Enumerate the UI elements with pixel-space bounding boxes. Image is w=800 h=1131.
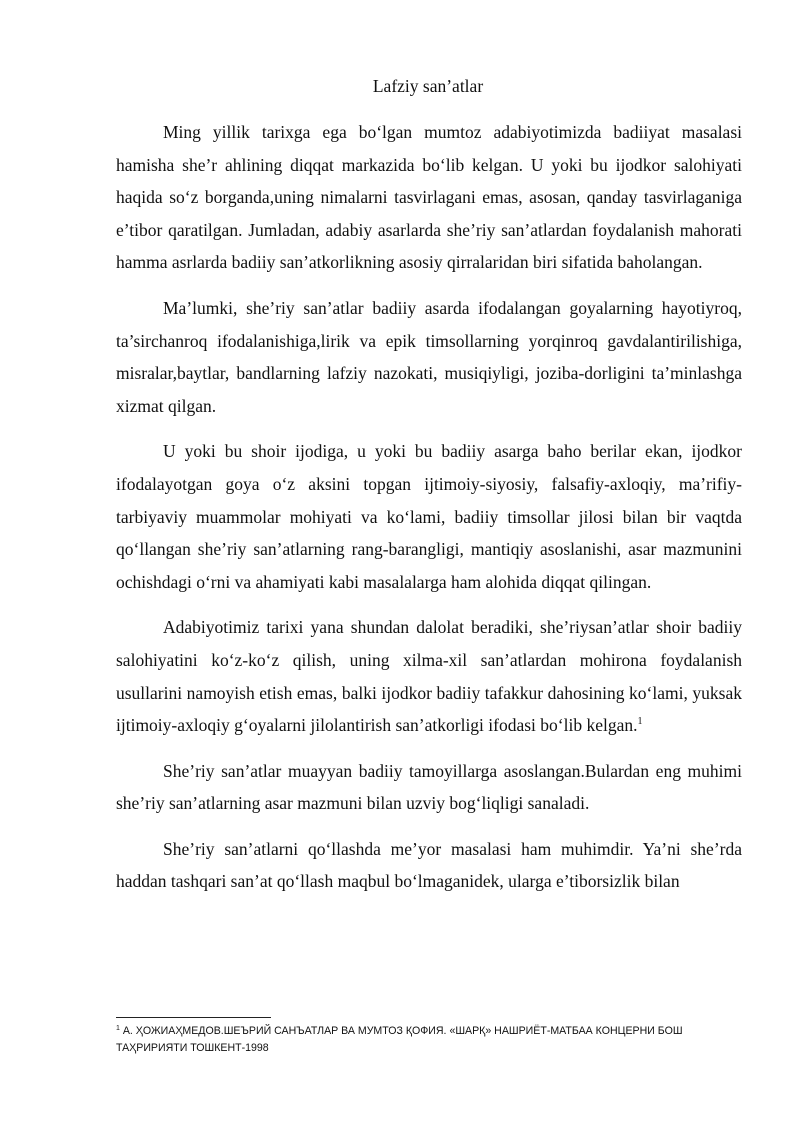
paragraph-4	[116, 611, 742, 741]
paragraph-2	[116, 292, 742, 422]
footnote-number: 1	[116, 1025, 120, 1032]
paragraph-text: U yoki bu shoir ijodiga, u yoki bu badiiy asarga baho berilar ekan, ijodkor ifodalayotgan goya o‘z aksini topgan ijtimoiy-siyosiy, falsafiy-axloqiy, ma’rifiy-tarbiyaviy muammolar mohiyati va ko‘lami, badiiy timsollar jilosi bilan bir vaqtda qo‘llangan she’riy san’atlarning rang-barangligi, mantiqiy asoslanishi, asar mazmunini ochishdagi o‘rni va ahamiyati kabi masalalarga ham alohida diqqat qilingan.	[116, 441, 742, 592]
page-title: Lafziy san’atlar	[372, 76, 484, 96]
paragraph-text: Adabiyotimiz tarixi yana shundan dalolat beradiki, she’riysan’atlar shoir badiiy salohiyatini ko‘z-ko‘z qilish, uning xilma-xil san’atlardan mohirona foydalanish usullarini namoyish etish emas, balki ijodkor badiiy tafakkur dahosining ko‘lami, yuksak ijtimoiy-axloqiy g‘oyalarni jilolantirish san’atkorligi ifodasi bo‘lib kelgan.	[116, 617, 742, 736]
paragraph-6	[116, 833, 742, 898]
paragraph-text: She’riy san’atlar muayyan badiiy tamoyillarga asoslangan.Bulardan eng muhimi she’riy san’atlarning asar mazmuni bilan uzviy bog‘liqligi sanaladi.	[116, 760, 742, 814]
footnote	[116, 1023, 756, 1057]
paragraph-text: Ming yillik tarixga ega bo‘lgan mumtoz adabiyotimizda badiiyat masalasi hamisha she’r ahlining diqqat markazida bo‘lib kelgan. U yoki bu ijodkor salohiyati haqida so‘z borganda,uning nimalarni tasvirlagani emas, asosan, qanday tasvirlaganiga e’tibor qaratilgan. Jumladan, adabiy asarlarda she’riy san’atlardan foydalanish mahorati hamma asrlarda badiiy san’atkorlikning asosiy qirralaridan biri sifatida baholangan.	[116, 122, 742, 273]
document-body	[116, 116, 742, 911]
paragraph-text: She’riy san’atlarni qo‘llashda me’yor masalasi ham muhimdir. Ya’ni she’rda haddan tashqari san’at qo‘llash maqbul bo‘lmaganidek, ularga e’tiborsizlik bilan	[116, 838, 742, 892]
footnote-text: А. ҲОЖИАҲМЕДОВ.ШЕЪРИЙ САНЪАТЛАР ВА МУМТОЗ ҚОФИЯ. «ШАРҚ» НАШРИЁТ-МАТБАА КОНЦЕРНИ БОШ ТАҲРИРИЯТИ ТОШКЕНТ-1998	[116, 1025, 683, 1054]
paragraph-text: Ma’lumki, she’riy san’atlar badiiy asarda ifodalangan goyalarning hayotiyroq, ta’sirchanroq ifodalanishiga,lirik va epik timsollarning yorqinroq gavdalantirilishiga, misralar,baytlar, bandlarning lafziy nazokati, musiqiyligi, joziba-dorligini ta’minlashga xizmat qilgan.	[116, 297, 742, 416]
footnote-separator	[116, 1017, 271, 1018]
paragraph-5	[116, 755, 742, 820]
paragraph-3	[116, 435, 742, 598]
footnote-reference[interactable]: 1	[637, 716, 643, 728]
paragraph-1	[116, 116, 742, 279]
